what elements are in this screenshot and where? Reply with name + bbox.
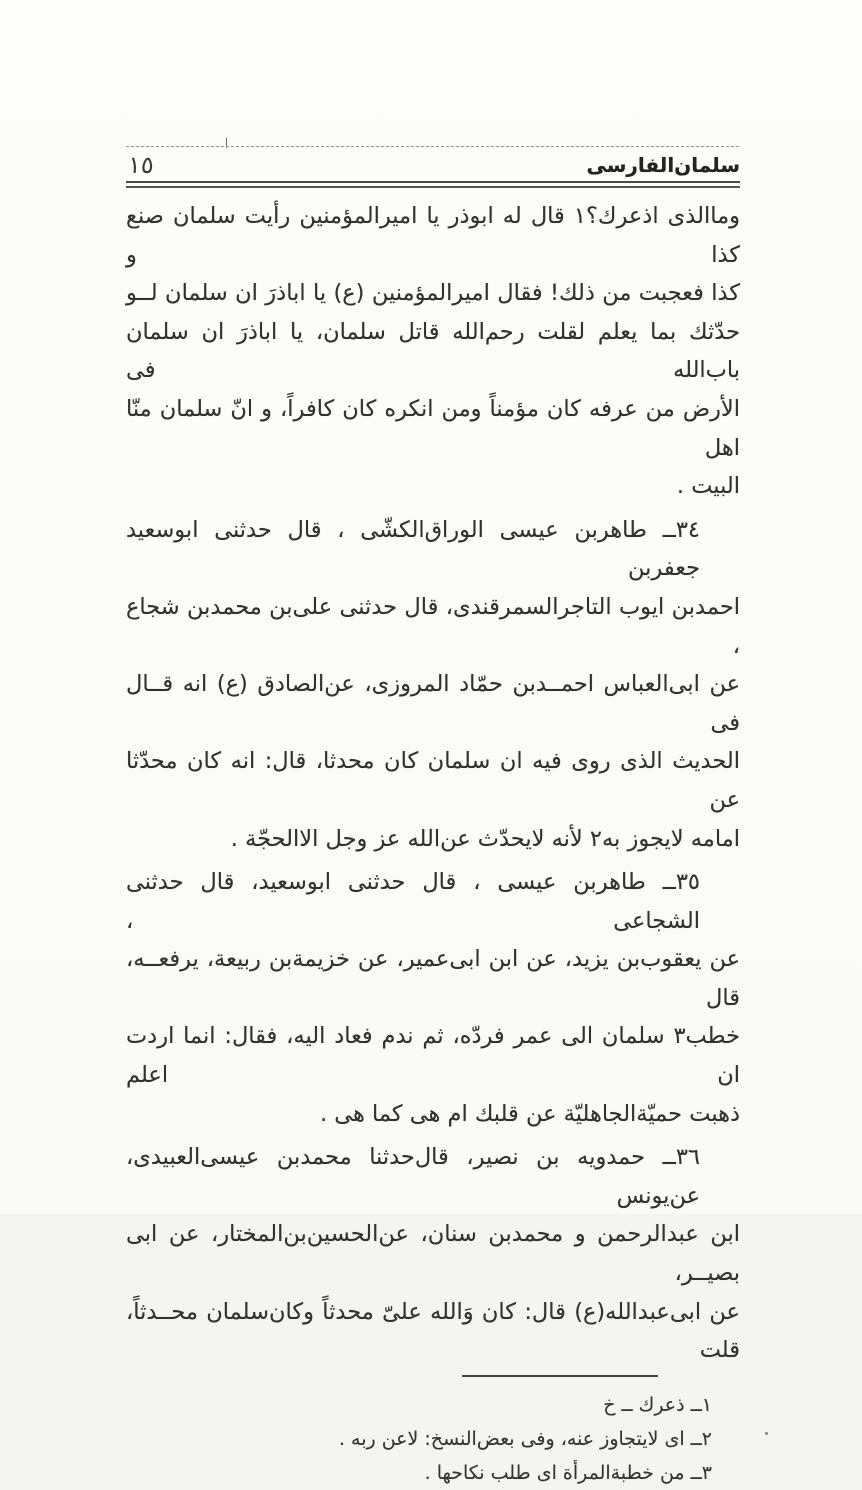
text-line: الحديث الذى روى فيه ان سلمان كان محدثا، قال: انه كان محدّثا عن (126, 748, 740, 813)
text-line: عن يعقوب‌بن يزيد، عن ابن ابى‌عمير، عن خزيمة‌بن ربيعة، يرفعــه، قال (126, 946, 740, 1011)
text-line: الأرض من عرفه كان مؤمناً ومن انكره كان كافراً، و انّ سلمان منّا اهل (126, 395, 740, 461)
text-line: البيت . (676, 473, 740, 500)
running-title: سلمان‌الفارسى (586, 153, 740, 177)
text-line: وماالذى اذعرك؟١ قال له ابوذر يا اميرالمؤمنين رأيت سلمان صنع كذا و (126, 203, 740, 268)
footnotes-block (126, 1388, 740, 1490)
footnote-1: ١ــ ذعرك ــ خ (603, 1393, 712, 1416)
text-line: ابن عبدالرحمن و محمدبن سنان، عن‌الحسين‌بن‌المختار، عن ابى بصيــر، (126, 1221, 740, 1287)
scan-speck (765, 1432, 768, 1435)
header-double-rule (126, 181, 740, 188)
page-header (128, 150, 740, 180)
footnote-3: ٣ــ من خطبة‌المرأة اى طلب نكاحها . (424, 1461, 712, 1484)
paragraph-34 (126, 511, 740, 858)
text-line: خطب٣ سلمان الى عمر فردّه، ثم ندم فعاد اليه، فقال: انما اردت ان اعلم (126, 1023, 740, 1089)
text-line: حدّثك بما يعلم لقلت رحم‌الله قاتل سلمان، يا اباذرَ ان سلمان باب‌الله فى (126, 318, 740, 384)
text-line: ٣٤ــ طاهربن عيسى الوراق‌الكشّى ، قال حدثنى ابوسعيد جعفربن (126, 516, 700, 582)
paragraph-35 (126, 863, 740, 1133)
header-top-rule (126, 146, 739, 147)
text-line: ذهبت حميّة‌الجاهليّة عن قلبك ام هى كما هى . (319, 1100, 740, 1127)
text-line: ٣٦ــ حمدويه بن نصير، قال‌حدثنا محمدبن عيسى‌العبيدى، عن‌يونس (126, 1144, 700, 1209)
text-line: احمدبن ايوب التاجرالسمرقندى، قال حدثنى على‌بن محمدبن شجاع ، (126, 593, 740, 659)
footnote-separator-rule (462, 1375, 658, 1377)
page-number: ١٥ (127, 151, 155, 179)
footnote-2: ٢ــ اى لايتجاوز عنه، وفى بعض‌النسخ: لاعن ربه . (338, 1427, 712, 1450)
main-text (126, 197, 740, 1490)
text-line: امامه لايجوز به٢ لأنه لايحدّث عن‌الله عز وجل الاالحجّة . (230, 825, 740, 852)
paragraph-continuation (126, 197, 740, 506)
text-line: عن ابى‌عبدالله(ع) قال: كان وَالله علىّ محدثاً وكان‌سلمان محــدثاً، قلت (126, 1298, 740, 1364)
paragraph-36 (126, 1138, 740, 1370)
text-line: عن ابى‌العباس احمــدبن حمّاد المروزى، عن‌الصادق (ع) انه قــال فى (126, 671, 740, 736)
text-line: ٣٥ــ طاهربن عيسى ، قال حدثنى ابوسعيد، قال حدثنى الشجاعى ، (126, 869, 700, 934)
text-line: كذا فعجبت من ذلك! فقال اميرالمؤمنين (ع) يا اباذرَ ان سلمان لــو (126, 280, 740, 307)
